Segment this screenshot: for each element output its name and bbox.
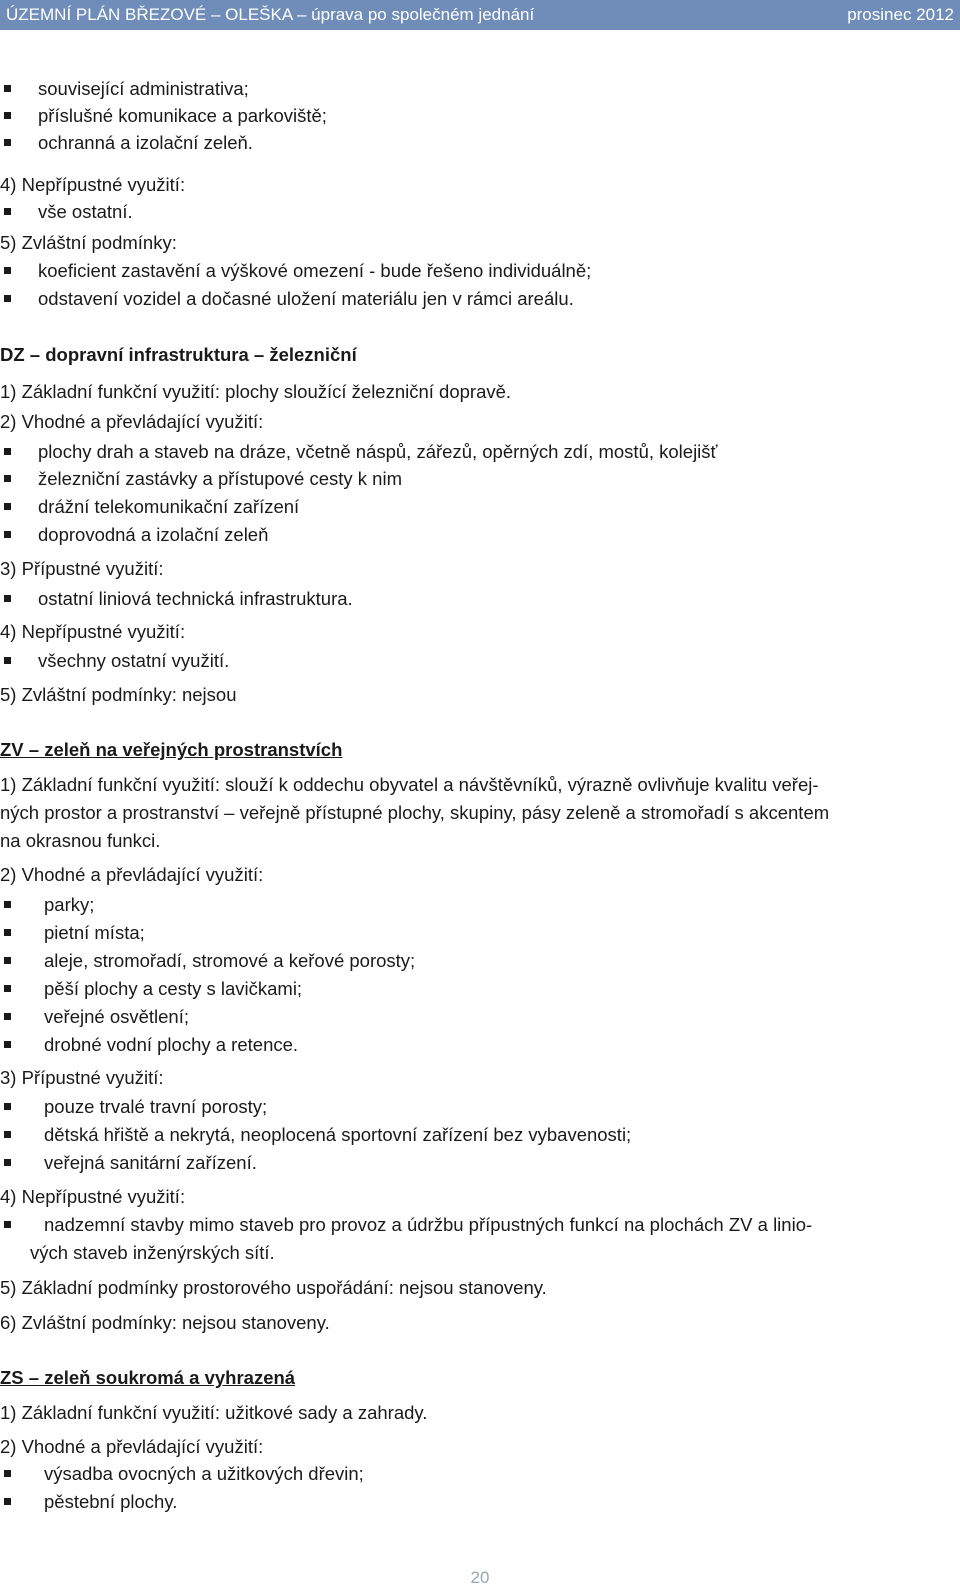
list-item: příslušné komunikace a parkoviště; <box>38 105 327 126</box>
paragraph-line: 1) Základní funkční využití: plochy sloužící železniční dopravě. <box>0 381 512 402</box>
bullet-icon <box>4 595 11 602</box>
bullet-icon <box>4 267 11 274</box>
header-title: ÚZEMNÍ PLÁN BŘEZOVÉ – OLEŠKA – úprava po společném jednání <box>6 5 535 24</box>
bullet-icon <box>4 657 11 664</box>
bullet-icon <box>4 139 11 146</box>
section-heading: ZS – zeleň soukromá a vyhrazená <box>0 1367 296 1388</box>
list-item: koeficient zastavění a výškové omezení - bude řešeno individuálně; <box>38 260 592 281</box>
list-item: pěší plochy a cesty s lavičkami; <box>44 978 303 999</box>
bullet-icon <box>4 1221 11 1228</box>
paragraph-line: 4) Nepřípustné využití: <box>0 621 186 642</box>
section-heading: ZV – zeleň na veřejných prostranstvích <box>0 739 343 760</box>
paragraph-line: 6) Zvláštní podmínky: nejsou stanoveny. <box>0 1312 330 1333</box>
paragraph-line: 1) Základní funkční využití: slouží k oddechu obyvatel a návštěvníků, výrazně ovlivňuje kvalitu veřej- <box>0 774 819 795</box>
list-item: veřejná sanitární zařízení. <box>44 1152 257 1173</box>
bullet-icon <box>4 1470 11 1477</box>
bullet-icon <box>4 295 11 302</box>
list-item: doprovodná a izolační zeleň <box>38 524 269 545</box>
list-item: plochy drah a staveb na dráze, včetně náspů, zářezů, opěrných zdí, mostů, kolejišť <box>38 441 718 462</box>
list-item: aleje, stromořadí, stromové a keřové porosty; <box>44 950 416 971</box>
bullet-icon <box>4 503 11 510</box>
bullet-icon <box>4 531 11 538</box>
list-item: veřejné osvětlení; <box>44 1006 190 1027</box>
paragraph-line: 2) Vhodné a převládající využití: <box>0 411 264 432</box>
section-heading: DZ – dopravní infrastruktura – železniční <box>0 344 357 365</box>
bullet-icon <box>4 1498 11 1505</box>
bullet-icon <box>4 1103 11 1110</box>
bullet-icon <box>4 1159 11 1166</box>
bullet-icon <box>4 1013 11 1020</box>
list-item: pouze trvalé travní porosty; <box>44 1096 268 1117</box>
paragraph-line: ných prostor a prostranství – veřejně přístupné plochy, skupiny, pásy zeleně a stromořadí s akcentem <box>0 802 830 823</box>
list-item: pěstební plochy. <box>44 1491 178 1512</box>
bullet-icon <box>4 957 11 964</box>
bullet-icon <box>4 1131 11 1138</box>
paragraph-line: 4) Nepřípustné využití: <box>0 174 186 195</box>
bullet-icon <box>4 112 11 119</box>
list-item: pietní místa; <box>44 922 145 943</box>
paragraph-line: 5) Základní podmínky prostorového uspořádání: nejsou stanoveny. <box>0 1277 547 1298</box>
list-item: železniční zastávky a přístupové cesty k nim <box>38 468 402 489</box>
list-item: všechny ostatní využití. <box>38 650 230 671</box>
paragraph-line: na okrasnou funkci. <box>0 830 161 851</box>
page-header <box>0 0 960 30</box>
bullet-icon <box>4 1041 11 1048</box>
list-item: dětská hřiště a nekrytá, neoplocená sportovní zařízení bez vybavenosti; <box>44 1124 632 1145</box>
paragraph-line: 5) Zvláštní podmínky: nejsou <box>0 684 237 705</box>
list-item: drážní telekomunikační zařízení <box>38 496 300 517</box>
bullet-icon <box>4 985 11 992</box>
paragraph-line: 4) Nepřípustné využití: <box>0 1186 186 1207</box>
page-number: 20 <box>470 1568 490 1587</box>
list-item: ochranná a izolační zeleň. <box>38 132 253 153</box>
paragraph-line: vých staveb inženýrských sítí. <box>30 1242 275 1263</box>
paragraph-line: 1) Základní funkční využití: užitkové sady a zahrady. <box>0 1402 428 1423</box>
bullet-icon <box>4 208 11 215</box>
paragraph-line: 3) Přípustné využití: <box>0 1067 164 1088</box>
list-item: vše ostatní. <box>38 201 133 222</box>
list-item: související administrativa; <box>38 78 249 99</box>
list-item: parky; <box>44 894 95 915</box>
list-item: drobné vodní plochy a retence. <box>44 1034 299 1055</box>
paragraph-line: 2) Vhodné a převládající využití: <box>0 1436 264 1457</box>
list-item: nadzemní stavby mimo staveb pro provoz a údržbu přípustných funkcí na plochách ZV a linio- <box>44 1214 813 1235</box>
bullet-icon <box>4 448 11 455</box>
paragraph-line: 2) Vhodné a převládající využití: <box>0 864 264 885</box>
paragraph-line: 5) Zvláštní podmínky: <box>0 232 177 253</box>
paragraph-line: 3) Přípustné využití: <box>0 558 164 579</box>
bullet-icon <box>4 929 11 936</box>
list-item: výsadba ovocných a užitkových dřevin; <box>44 1463 364 1484</box>
bullet-icon <box>4 475 11 482</box>
list-item: ostatní liniová technická infrastruktura. <box>38 588 353 609</box>
bullet-icon <box>4 901 11 908</box>
header-date: prosinec 2012 <box>847 5 954 24</box>
bullet-icon <box>4 85 11 92</box>
list-item: odstavení vozidel a dočasné uložení materiálu jen v rámci areálu. <box>38 288 574 309</box>
